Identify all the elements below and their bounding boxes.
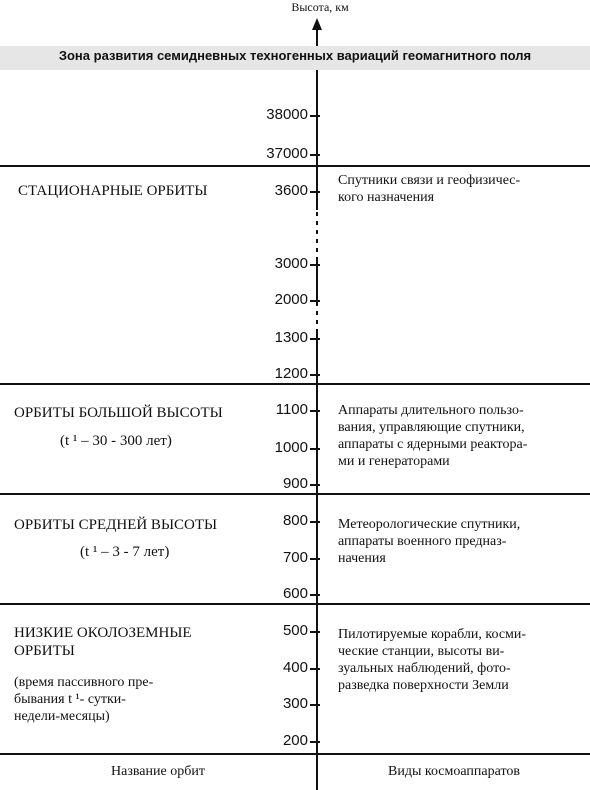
orbit-high-lifetime: (t ¹ – 30 - 300 лет) xyxy=(60,433,172,449)
axis-break-dotted xyxy=(316,212,318,258)
axis-tick-label: 2000 xyxy=(274,291,308,308)
axis-tick-label: 500 xyxy=(282,622,308,639)
axis-tick xyxy=(310,521,320,523)
axis-break-dotted xyxy=(316,302,318,332)
orbit-high-name: ОРБИТЫ БОЛЬШОЙ ВЫСОТЫ xyxy=(14,405,223,421)
axis-tick xyxy=(310,594,320,596)
axis-line xyxy=(316,28,318,46)
orbit-high-desc: Аппараты длительного пользо- вания, управляющие спутники, аппараты с ядерными реактора- ми и генераторами xyxy=(338,403,528,469)
axis-tick xyxy=(310,741,320,743)
orbit-medium-lifetime: (t ¹ – 3 - 7 лет) xyxy=(80,544,170,560)
axis-tick-label: 800 xyxy=(282,512,308,529)
axis-tick xyxy=(310,631,320,633)
axis-tick xyxy=(310,191,320,193)
band-separator xyxy=(0,753,590,755)
axis-tick xyxy=(310,264,320,266)
orbit-stationary-desc: Спутники связи и геофизичес- кого назначения xyxy=(338,173,521,205)
axis-tick-label: 1200 xyxy=(274,365,308,382)
axis-tick-label: 400 xyxy=(282,659,308,676)
axis-tick-label: 900 xyxy=(282,475,308,492)
band-separator xyxy=(0,383,590,385)
orbit-low-lifetime: (время пассивного пре- бывания t ¹- сутки- недели-месяцы) xyxy=(14,675,154,724)
axis-tick xyxy=(310,410,320,412)
axis-tick xyxy=(310,300,320,302)
orbit-medium-name: ОРБИТЫ СРЕДНЕЙ ВЫСОТЫ xyxy=(14,517,218,533)
axis-tick xyxy=(310,558,320,560)
axis-tick xyxy=(310,115,320,117)
orbit-low-desc: Пилотируемые корабли, косми- ческие станции, высоты ви- зуальных наблюдений, фото- разведка поверхности Земли xyxy=(338,627,527,693)
axis-tick-label: 700 xyxy=(282,549,308,566)
axis-tick xyxy=(310,154,320,156)
axis-tick xyxy=(310,484,320,486)
axis-tick-label: 200 xyxy=(282,732,308,749)
axis-tick xyxy=(310,448,320,450)
axis-tick xyxy=(310,668,320,670)
footer-left-label: Название орбит xyxy=(111,764,205,779)
band-separator xyxy=(0,603,590,605)
axis-tick-label: 600 xyxy=(282,585,308,602)
orbit-medium-desc: Метеорологические спутники, аппараты военного предназ- начения xyxy=(338,517,521,566)
axis-tick-label: 3000 xyxy=(274,255,308,272)
axis-line xyxy=(316,70,318,210)
axis-tick-label: 1300 xyxy=(274,329,308,346)
footer-right-label: Виды космоаппаратов xyxy=(388,764,520,779)
axis-tick xyxy=(310,704,320,706)
axis-tick-label: 1000 xyxy=(274,439,308,456)
orbit-low-name: НИЗКИЕ ОКОЛОЗЕМНЫЕ ОРБИТЫ xyxy=(14,625,192,659)
axis-label: Высота, км xyxy=(291,0,349,14)
band-separator xyxy=(0,493,590,495)
zone-title: Зона развития семидневных техногенных вариаций геомагнитного поля xyxy=(58,48,532,63)
orbit-stationary-name: СТАЦИОНАРНЫЕ ОРБИТЫ xyxy=(18,183,208,199)
axis-tick xyxy=(310,374,320,376)
axis-tick-label: 1100 xyxy=(275,401,308,418)
axis-tick-label: 3600 xyxy=(274,182,308,199)
band-separator xyxy=(0,165,590,167)
axis-tick-label: 37000 xyxy=(266,145,308,162)
axis-tick-label: 38000 xyxy=(266,106,308,123)
axis-line xyxy=(316,332,318,790)
axis-tick-label: 300 xyxy=(282,695,308,712)
axis-tick xyxy=(310,338,320,340)
